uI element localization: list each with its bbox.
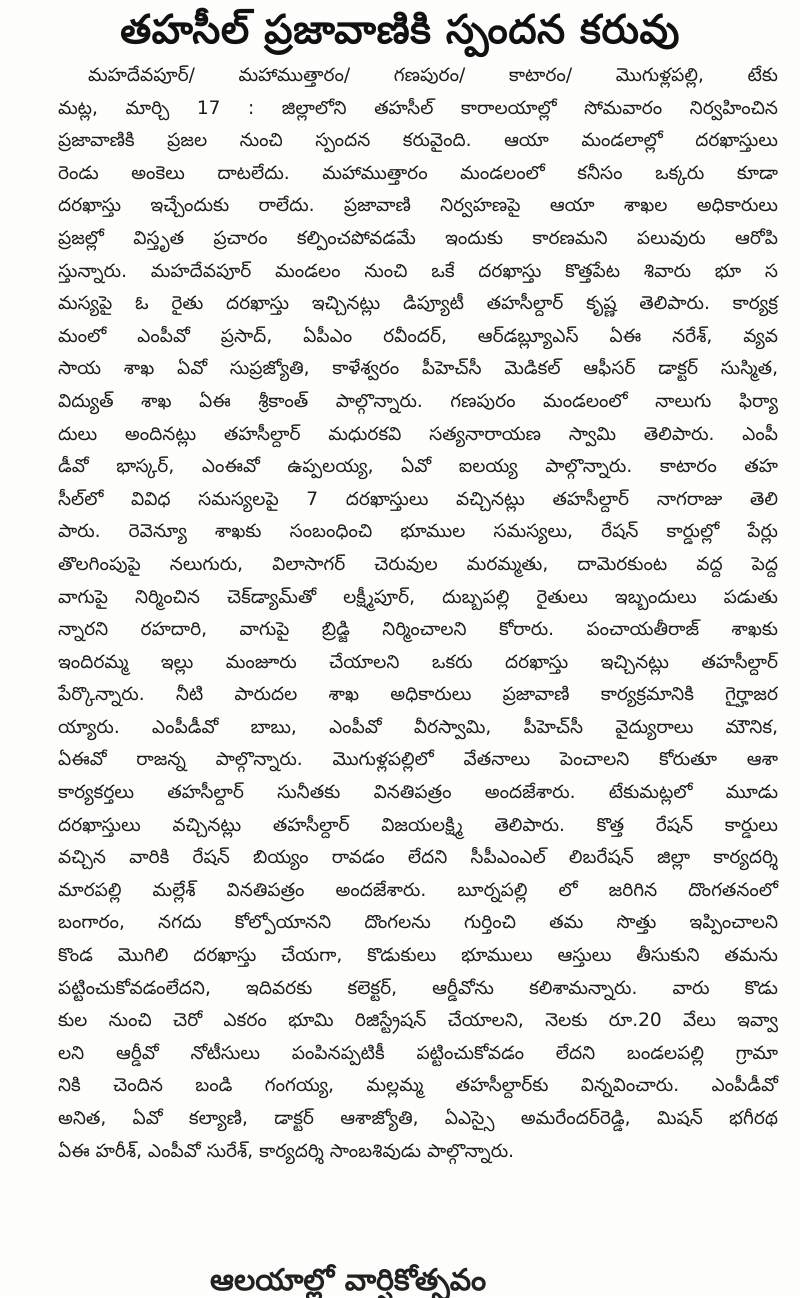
article-line: ఏఈవో రాజన్న పాల్గొన్నారు. మొగుళ్లపల్లిలో వేతనాలు పెంచాలని కోరుతూ ఆశా xyxy=(58,749,778,771)
article-line: సీల్‌లో వివిధ సమస్యలపై 7 దరఖాస్తులు వచ్చినట్లు తహసీల్దార్ నాగరాజు తెలి xyxy=(58,488,778,510)
article-line: మారపల్లి మల్లేశ్ వినతిపత్రం అందజేశారు. బూర్నపల్లి లో జరిగిన దొంగతనంలో xyxy=(58,879,778,901)
article-line: మహదేవపూర్/ మహాముత్తారం/ గణపురం/ కాటారం/ మొగుళ్లపల్లి, టేకు xyxy=(88,65,778,86)
article-line: న్నారని రహదారి, వాగుపై బ్రిడ్జి నిర్మించాలని కోరారు. పంచాయతీరాజ్ శాఖకు xyxy=(58,619,778,641)
article-line: కార్యకర్తలు తహసీల్దార్ సునీతకు వినతిపత్రం అందజేశారు. టేకుమట్లలో మూడు xyxy=(58,782,778,804)
article-line: ఇందిరమ్మ ఇల్లు మంజూరు చేయాలని ఒకరు దరఖాస్తు ఇచ్చినట్లు తహసీల్దార్ xyxy=(58,651,778,673)
article-line: పట్టించుకోవడంలేదని, ఇదివరకు కలెక్టర్, ఆర్డీవోను కలిశామన్నారు. వారు కొడు xyxy=(58,977,778,999)
article-line: దులు అందినట్లు తహసీల్దార్ మధురకవి సత్యనారాయణ స్వామి తెలిపారు. ఎంపీ xyxy=(58,423,778,445)
article-line: లని ఆర్డీవో నోటీసులు పంపినప్పటికీ పట్టించుకోవడం లేదని బండలపల్లి గ్రామా xyxy=(58,1042,778,1064)
article-line: బంగారం, నగదు కోల్పోయానని దొంగలను గుర్తించి తమ సొత్తు ఇప్పించాలని xyxy=(58,912,778,934)
article-line: పారు. రెవెన్యూ శాఖకు సంబంధించి భూముల సమస్యలు, రేషన్ కార్డుల్లో పేర్లు xyxy=(58,521,778,543)
article-line: పేర్కొన్నారు. నీటి పారుదల శాఖ అధికారులు ప్రజావాణి కార్యక్రమానికి గైర్హాజర xyxy=(58,684,778,706)
article-line: సాయ శాఖ ఏవో సుప్రజ్యోతి, కాళేశ్వరం పీహెచ్‌సీ మెడికల్ ఆఫీసర్ డాక్టర్ సుస్మిత, xyxy=(58,358,778,380)
article-line: అనిత, ఏవో కల్యాణి, డాక్టర్ ఆశాజ్యోతి, ఏఎస్సై అమరేందర్‌రెడ్డి, మిషన్ భగీరథ xyxy=(58,1108,778,1129)
article-body xyxy=(58,60,778,1168)
article-line: నికి చెందిన బండి గంగయ్య, మల్లమ్మ తహసీల్దార్‌కు విన్నవించారు. ఎంపీడీవో xyxy=(58,1075,778,1097)
article-line: తొలగింపుపై నలుగురు, విలాసాగర్ చెరువుల మరమ్మతు, దామెరకుంట వద్ద పెద్ద xyxy=(58,553,778,575)
article-line: రెండు అంకెలు దాటలేదు. మహాముత్తారం మండలంలో కనీసం ఒక్కరు కూడా xyxy=(58,162,778,184)
article-headline: తహసీల్ ప్రజావాణికి స్పందన కరువు xyxy=(120,7,680,53)
article-line: ప్రజల్లో విస్తృత ప్రచారం కల్పించపోవడమే ఇందుకు కారణమని పలువురు ఆరోపి xyxy=(58,227,778,249)
article-line: దరఖాస్తు ఇచ్చేందుకు రాలేదు. ప్రజావాణి నిర్వహణపై ఆయా శాఖల అధికారులు xyxy=(58,195,778,217)
article-line: మస్యపై ఓ రైతు దరఖాస్తు ఇచ్చినట్లు డిప్యూటీ తహసీల్దార్ కృష్ణ తెలిపారు. కార్యక్ర xyxy=(58,293,778,315)
article-line: మట్ల, మార్చి 17 : జిల్లాలోని తహసీల్ కారాలయాల్లో సోమవారం నిర్వహించిన xyxy=(58,97,778,119)
article-line: ప్రజావాణికి ప్రజల నుంచి స్పందన కరువైంది. ఆయా మండలాల్లో దరఖాస్తులు xyxy=(58,130,778,152)
article-line: ఏఈ హరీశ్, ఎంపీవో సురేశ్, కార్యదర్శి సాంబశివుడు పాల్గొన్నారు. xyxy=(58,1140,515,1162)
article-line: విద్యుత్ శాఖ ఏఈ శ్రీకాంత్ పాల్గొన్నారు. గణపురం మండలంలో నాలుగు ఫిర్యా xyxy=(58,390,778,412)
article-line: దరఖాస్తులు వచ్చినట్లు తహసీల్దార్ విజయలక్ష్మి తెలిపారు. కొత్త రేషన్ కార్డులు xyxy=(58,814,778,836)
article-line: మంలో ఎంపీవో ప్రసాద్, ఏపీఎం రవీందర్, ఆర్‌డబ్ల్యూఎస్ ఏఈ నరేశ్, వ్యవ xyxy=(58,325,778,347)
article-line: వాగుపై నిర్మించిన చెక్‌డ్యామ్‌తో లక్ష్మీపూర్, దుబ్బపల్లి రైతులు ఇబ్బందులు పడుతు xyxy=(58,586,778,608)
article-line: వచ్చిన వారికి రేషన్ బియ్యం రావడం లేదని సీపీఎంఎల్ లిబరేషన్ జిల్లా కార్యదర్శి xyxy=(58,847,778,869)
article-line: డీవో భాస్కర్, ఎంఈవో ఉప్పలయ్య, ఏవో ఐలయ్య పాల్గొన్నారు. కాటారం తహ xyxy=(58,456,778,478)
article-line: య్యారు. ఎంపీడీవో బాబు, ఎంపీవో వీరస్వామి, పీహెచ్‌సీ వైద్యురాలు మౌనిక, xyxy=(58,716,778,738)
next-article-headline-text: ఆలయాల్లో వార్షికోత్సవం xyxy=(210,1263,487,1298)
article-line: కుల నుంచి చెరో ఎకరం భూమి రిజిస్ట్రేషన్ చేయాలని, నెలకు రూ.20 వేలు ఇవ్వా xyxy=(58,1010,778,1032)
article-line: స్తున్నారు. మహదేవపూర్ మండలం నుంచి ఒకే దరఖాస్తు కొత్తపేట శివారు భూ స xyxy=(58,260,778,282)
next-article-headline-fragment xyxy=(210,1263,630,1298)
article-line: కొండ మొగిలి దరఖాస్తు చేయగా, కొడుకులు భూములు ఆస్తులు తీసుకుని తమను xyxy=(58,945,778,967)
